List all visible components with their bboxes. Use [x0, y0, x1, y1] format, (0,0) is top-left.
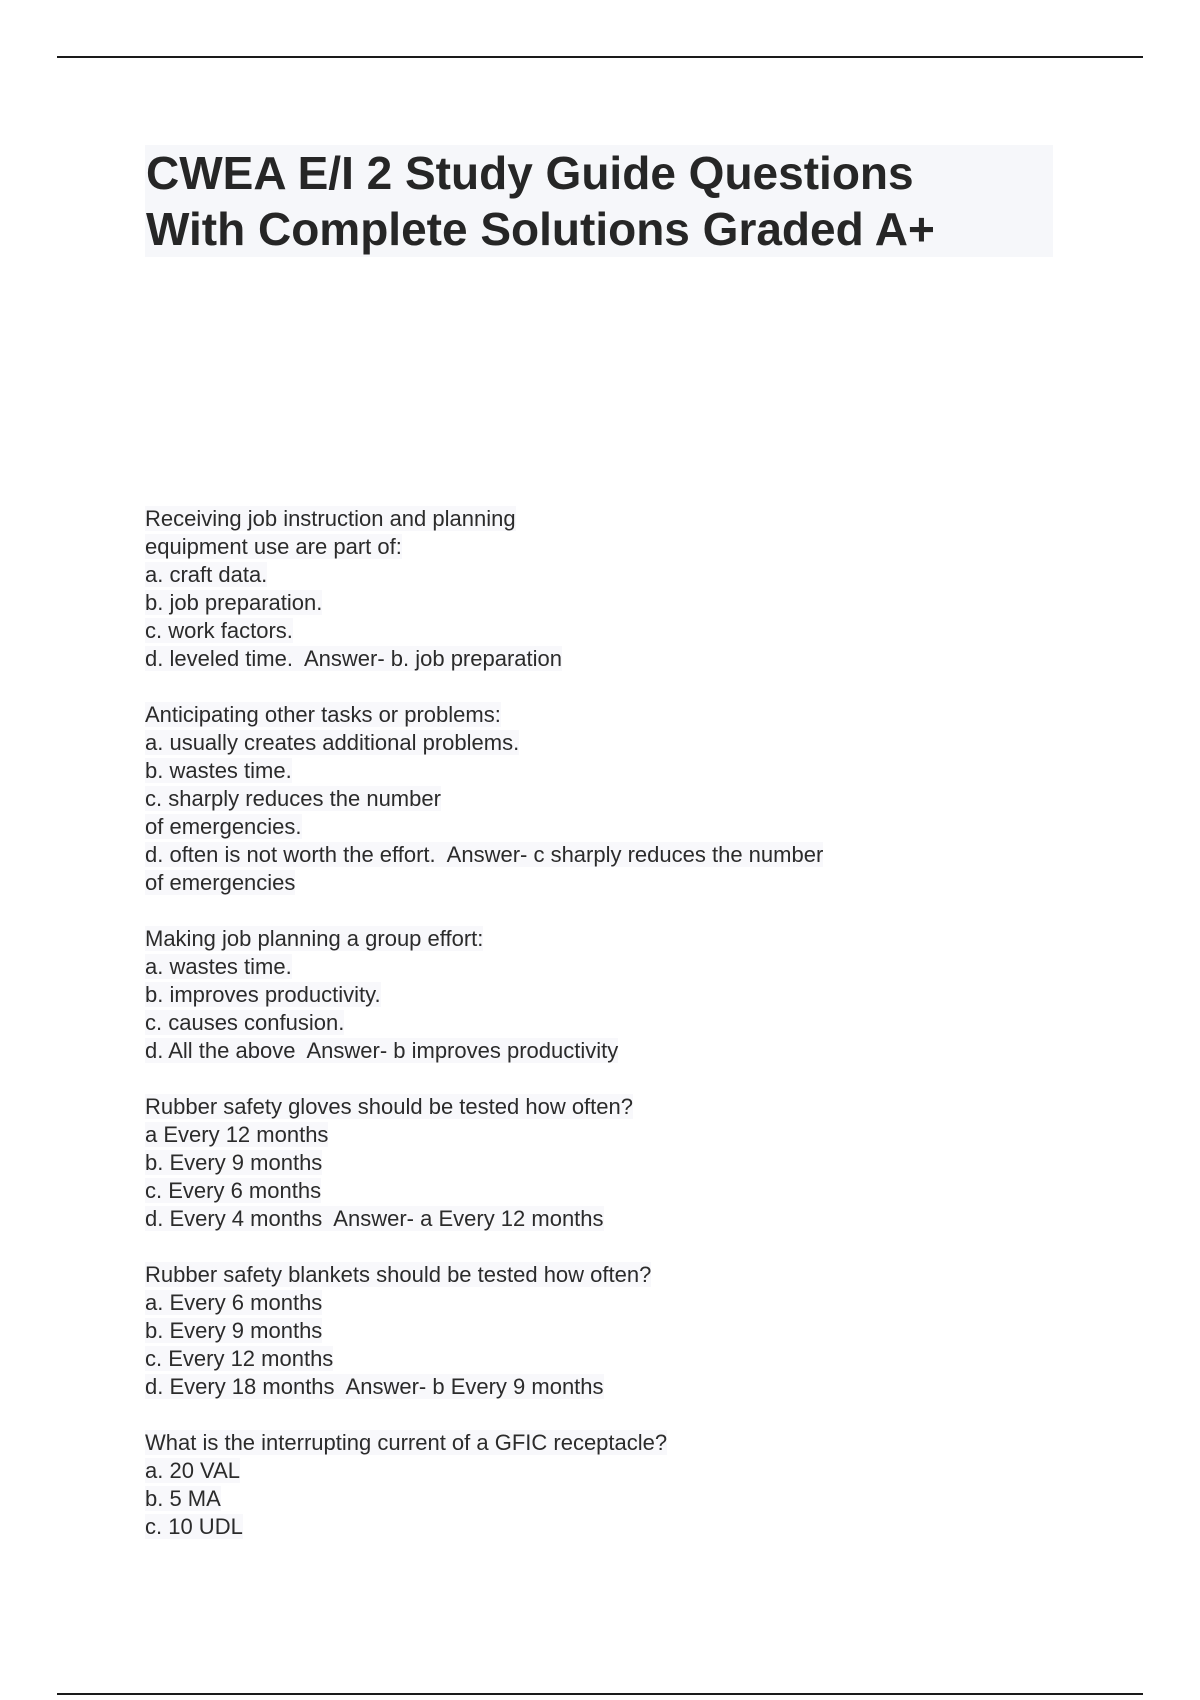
line-text: a. craft data.: [145, 562, 268, 587]
question-option: [145, 1457, 1045, 1485]
question-text: [145, 1093, 1045, 1121]
question-option: [145, 953, 1045, 981]
line-text: c. causes confusion.: [145, 1010, 345, 1035]
question-text: [145, 1429, 1045, 1457]
question-option: [145, 729, 1045, 757]
question-option: [145, 1205, 1045, 1233]
line-text: d. Every 4 months Answer- a Every 12 months: [145, 1206, 604, 1231]
top-rule: [57, 56, 1143, 58]
line-text: d. leveled time. Answer- b. job preparation: [145, 646, 563, 671]
line-text: a. 20 VAL: [145, 1458, 240, 1483]
line-text: b. wastes time.: [145, 758, 292, 783]
question-block: [145, 1261, 1045, 1401]
line-text: What is the interrupting current of a GFIC receptacle?: [145, 1430, 668, 1455]
question-option: [145, 757, 1045, 785]
question-option: [145, 785, 1045, 813]
question-option: [145, 533, 1045, 561]
question-option: [145, 841, 1045, 869]
line-text: Rubber safety blankets should be tested how often?: [145, 1262, 652, 1287]
question-option: [145, 813, 1045, 841]
question-option: [145, 1121, 1045, 1149]
line-text: of emergencies.: [145, 814, 302, 839]
question-option: [145, 1037, 1045, 1065]
question-text: [145, 505, 1045, 533]
question-text: [145, 701, 1045, 729]
line-text: b. job preparation.: [145, 590, 323, 615]
line-text: a. wastes time.: [145, 954, 292, 979]
line-text: a. usually creates additional problems.: [145, 730, 520, 755]
question-option: [145, 1345, 1045, 1373]
line-text: c. sharply reduces the number: [145, 786, 441, 811]
question-option: [145, 1317, 1045, 1345]
line-text: b. improves productivity.: [145, 982, 381, 1007]
line-text: Receiving job instruction and planning: [145, 506, 516, 531]
question-option: [145, 1177, 1045, 1205]
bottom-rule: [57, 1693, 1143, 1695]
question-option: [145, 1373, 1045, 1401]
document-title: [145, 145, 1053, 257]
question-option: [145, 981, 1045, 1009]
question-option: [145, 617, 1045, 645]
question-text: [145, 925, 1045, 953]
question-option: [145, 1513, 1045, 1541]
question-block: [145, 1093, 1045, 1233]
line-text: of emergencies: [145, 870, 296, 895]
line-text: a. Every 6 months: [145, 1290, 323, 1315]
question-option: [145, 869, 1045, 897]
line-text: Making job planning a group effort:: [145, 926, 484, 951]
question-option: [145, 1289, 1045, 1317]
question-text: [145, 1261, 1045, 1289]
question-block: [145, 925, 1045, 1065]
question-option: [145, 1149, 1045, 1177]
line-text: d. All the above Answer- b improves productivity: [145, 1038, 619, 1063]
line-text: Rubber safety gloves should be tested how often?: [145, 1094, 633, 1119]
line-text: d. often is not worth the effort. Answer- c sharply reduces the number: [145, 842, 824, 867]
question-option: [145, 589, 1045, 617]
line-text: b. 5 MA: [145, 1486, 221, 1511]
question-block: [145, 505, 1045, 673]
title-line-2: With Complete Solutions Graded A+: [146, 203, 935, 255]
line-text: c. 10 UDL: [145, 1514, 243, 1539]
line-text: equipment use are part of:: [145, 534, 402, 559]
line-text: d. Every 18 months Answer- b Every 9 months: [145, 1374, 604, 1399]
line-text: a Every 12 months: [145, 1122, 329, 1147]
line-text: c. Every 6 months: [145, 1178, 322, 1203]
question-option: [145, 645, 1045, 673]
question-option: [145, 1485, 1045, 1513]
line-text: b. Every 9 months: [145, 1150, 323, 1175]
question-block: [145, 1429, 1045, 1541]
question-option: [145, 561, 1045, 589]
question-option: [145, 1009, 1045, 1037]
line-text: Anticipating other tasks or problems:: [145, 702, 501, 727]
line-text: c. Every 12 months: [145, 1346, 334, 1371]
title-line-1: CWEA E/I 2 Study Guide Questions: [146, 147, 914, 199]
question-block: [145, 701, 1045, 897]
line-text: c. work factors.: [145, 618, 293, 643]
question-list: [145, 505, 1045, 1569]
line-text: b. Every 9 months: [145, 1318, 323, 1343]
